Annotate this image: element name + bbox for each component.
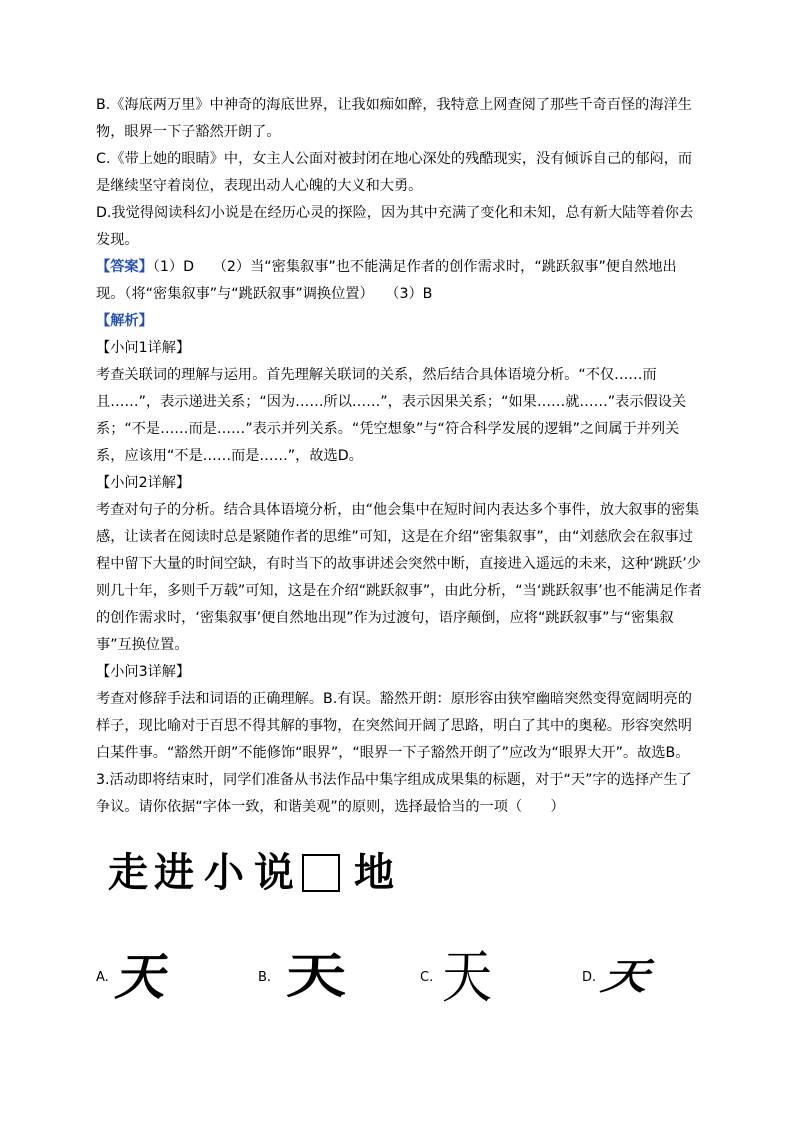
answer-paragraph: [96, 254, 704, 308]
question3-text: 3.活动即将结束时，同学们准备从书法作品中集字组成成果集的标题，对于“天”字的选择产生了争议。请你依据“字体一致，和谐美观”的原则，选择最恰当的一项（ ）: [96, 772, 692, 815]
choice-c-letter: C.: [420, 970, 434, 985]
choice-d-glyph: [595, 948, 663, 1004]
option-c-paragraph: C.《带上她的眼睛》中，女主人公面对被封闭在地心深处的残酷现实，没有倾诉自己的郁闷，而是继续坚守着岗位，表现出动人心魄的大义和大勇。: [96, 151, 693, 194]
title-char-3: 小: [204, 849, 244, 896]
choice-c-glyph-text: 天: [442, 943, 492, 1011]
answer-tag: 【答案】: [96, 259, 153, 275]
choice-b-glyph-text: 天: [286, 948, 347, 1004]
title-char-2: 进: [154, 849, 194, 896]
title-char-4: 说: [254, 849, 294, 896]
choice-d-letter: D.: [582, 970, 597, 985]
blank-box: [302, 854, 340, 892]
option-d-paragraph: D.我觉得阅读科幻小说是在经历心灵的探险，因为其中充满了变化和未知，总有新大陆等着你去发现。: [96, 205, 694, 248]
sub3-text: 考查对修辞手法和词语的正确理解。B.有误。豁然开朗：原形容由狭窄幽暗突然变得宽阔明亮的样子，现比喻对于百思不得其解的事物，在突然间开阔了思路，明白了其中的奥秘。形容突然明白某件事。“豁然开朗”不能修饰“眼界”，“眼界一下子豁然开朗了”应改为“眼界大开”。故选B。: [96, 691, 692, 761]
sub1-text: 考查关联词的理解与运用。首先理解关联词的关系，然后结合具体语境分析。“不仅……而且……”，表示递进关系；“因为……所以……”，表示因果关系；“如果……就……”表示假设关系；“不是……而是……”表示并列关系。“凭空想象”与“符合科学发展的逻辑”之间属于并列关系，应该用“不是……而是……”，故选D。: [96, 367, 687, 464]
choice-c-glyph: [442, 943, 492, 1011]
choice-options: [96, 943, 704, 1012]
title-char-5: 地: [354, 849, 394, 896]
choice-d-glyph-text: 天: [595, 954, 663, 998]
choice-b-glyph: [286, 948, 347, 1004]
choice-a-glyph-text: 天: [111, 947, 175, 1006]
title-char-1: 走: [108, 849, 148, 896]
text-body: [96, 92, 704, 821]
analysis-tag: 【解析】: [96, 313, 153, 329]
sub1-heading: 【小问1详解】: [96, 340, 191, 356]
answer-text: （1）D （2）当“密集叙事”也不能满足作者的创作需求时，“跳跃叙事”便自然地出现。（将“密集叙事”与“跳跃叙事”调换位置） （3）B: [96, 259, 677, 302]
sub2-text: 考查对句子的分析。结合具体语境分析，由“他会集中在短时间内表达多个事件，放大叙事的密集感，让读者在阅读时总是紧随作者的思维”可知，这是在介绍“密集叙事”，由“刘慈欣会在叙事过程中留下大量的时间空缺，有时当下的故事讲述会突然中断，直接进入遥远的未来，这种‘跳跃’少则几十年，多则千万载”可知，这是在介绍“跳跃叙事”，由此分析，“当‘跳跃叙事’也不能满足作者的创作需求时，‘密集叙事’便自然地出现”作为过渡句，语序颠倒，应将“跳跃叙事”与“密集叙事”互换位置。: [96, 502, 702, 653]
choice-b-letter: B.: [258, 970, 272, 985]
sub2-heading: 【小问2详解】: [96, 475, 191, 491]
choice-a-glyph: [111, 947, 175, 1006]
sub3-heading: 【小问3详解】: [96, 664, 191, 680]
choice-a-letter: A.: [96, 970, 109, 985]
option-b-paragraph: B.《海底两万里》中神奇的海底世界，让我如痴如醉，我特意上网查阅了那些千奇百怪的海洋生物，眼界一下子豁然开朗了。: [96, 97, 692, 140]
